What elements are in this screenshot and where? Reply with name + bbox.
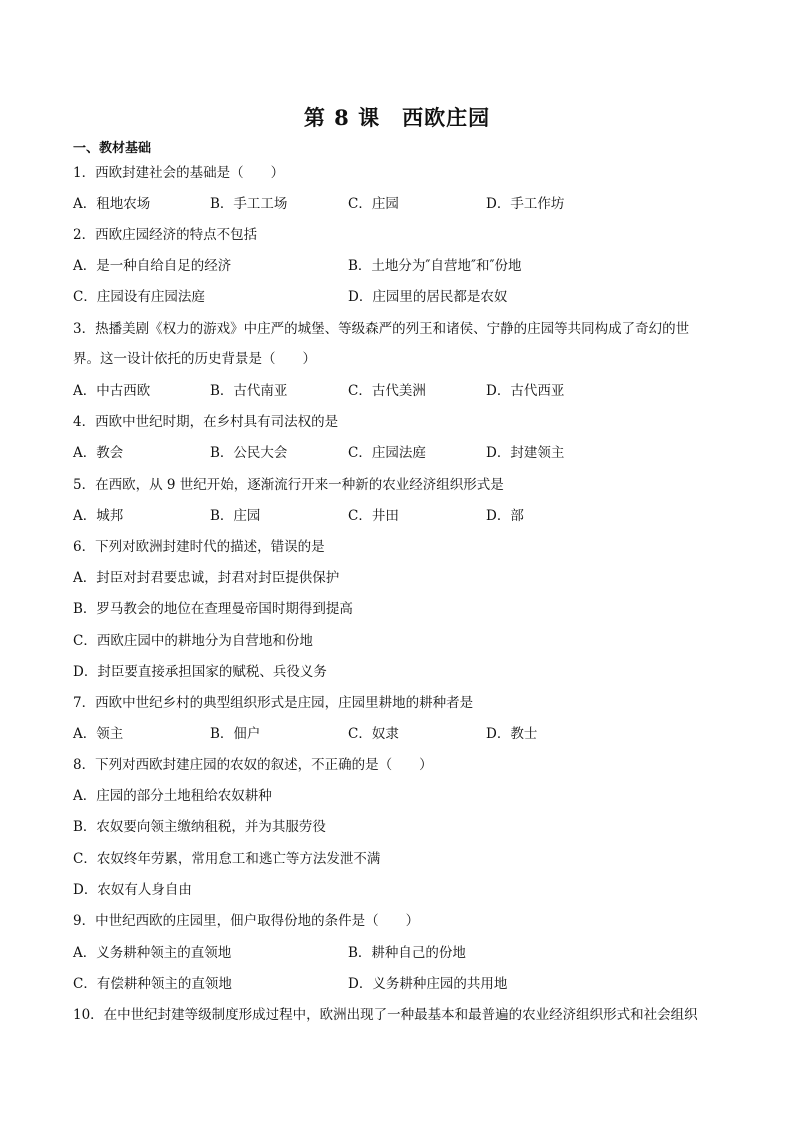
question-stem: 5．在西欧，从 9 世纪开始，逐渐流行开来一种新的农业经济组织形式是 <box>73 477 504 493</box>
question-stem: 6．下列对欧洲封建时代的描述，错误的是 <box>73 539 325 555</box>
question-stem: 4．西欧中世纪时期，在乡村具有司法权的是 <box>73 414 339 430</box>
option: A．封臣对封君要忠诚，封君对封臣提供保护 <box>73 570 340 586</box>
option: B．土地分为″自营地″和″份地 <box>348 258 522 274</box>
question-stem-continued: 界。这一设计依托的历史背景是（ ） <box>73 351 316 367</box>
question-stem: 3．热播美剧《权力的游戏》中庄严的城堡、等级森严的列王和诸侯、宁静的庄园等共同构成了奇幻的世 <box>73 321 690 337</box>
option: D．农奴有人身自由 <box>73 882 192 898</box>
option: B．耕种自己的份地 <box>348 945 466 961</box>
option: A．是一种自给自足的经济 <box>73 258 232 274</box>
option: D．古代西亚 <box>486 383 565 399</box>
option: A．城邦 <box>73 508 124 524</box>
page-title: 第 8 课 西欧庄园 <box>303 105 491 130</box>
option: A．庄园的部分土地租给农奴耕种 <box>73 788 272 804</box>
option: D．庄园里的居民都是农奴 <box>348 289 508 305</box>
option: D．封臣要直接承担国家的赋税、兵役义务 <box>73 664 327 680</box>
option: B．手工工场 <box>210 196 288 212</box>
option: D．手工作坊 <box>486 196 565 212</box>
option: A．租地农场 <box>73 196 151 212</box>
option: B．公民大会 <box>210 445 288 461</box>
option: A．教会 <box>73 445 124 461</box>
option: B．庄园 <box>210 508 261 524</box>
option: C．庄园设有庄园法庭 <box>73 289 205 305</box>
option: D．部 <box>486 508 524 524</box>
option: D．义务耕种庄园的共用地 <box>348 976 508 992</box>
question-stem: 8．下列对西欧封建庄园的农奴的叙述，不正确的是（ ） <box>73 757 433 773</box>
option: C．庄园 <box>348 196 399 212</box>
option: C．西欧庄园中的耕地分为自营地和份地 <box>73 633 313 649</box>
question-stem: 7．西欧中世纪乡村的典型组织形式是庄园，庄园里耕地的耕种者是 <box>73 695 474 711</box>
question-stem: 9．中世纪西欧的庄园里，佃户取得份地的条件是（ ） <box>73 913 420 929</box>
option: A．领主 <box>73 726 124 742</box>
option: D．封建领主 <box>486 445 565 461</box>
option: B．佃户 <box>210 726 261 742</box>
section-heading: 一、教材基础 <box>73 141 152 156</box>
option: A．义务耕种领主的直领地 <box>73 945 232 961</box>
option: A．中古西欧 <box>73 383 151 399</box>
question-stem: 2．西欧庄园经济的特点不包括 <box>73 227 258 243</box>
option: C．庄园法庭 <box>348 445 426 461</box>
option: C．奴隶 <box>348 726 399 742</box>
question-stem: 10．在中世纪封建等级制度形成过程中，欧洲出现了一种最基本和最普遍的农业经济组织形式和社会组织 <box>73 1007 698 1023</box>
option: B．罗马教会的地位在查理曼帝国时期得到提高 <box>73 601 353 617</box>
option: C．井田 <box>348 508 399 524</box>
option: C．古代美洲 <box>348 383 426 399</box>
option: C．有偿耕种领主的直领地 <box>73 976 232 992</box>
option: D．教士 <box>486 726 538 742</box>
option: B．农奴要向领主缴纳租税，并为其服劳役 <box>73 819 326 835</box>
question-stem: 1．西欧封建社会的基础是（ ） <box>73 165 285 181</box>
option: C．农奴终年劳累，常用怠工和逃亡等方法发泄不满 <box>73 851 381 867</box>
option: B．古代南亚 <box>210 383 288 399</box>
